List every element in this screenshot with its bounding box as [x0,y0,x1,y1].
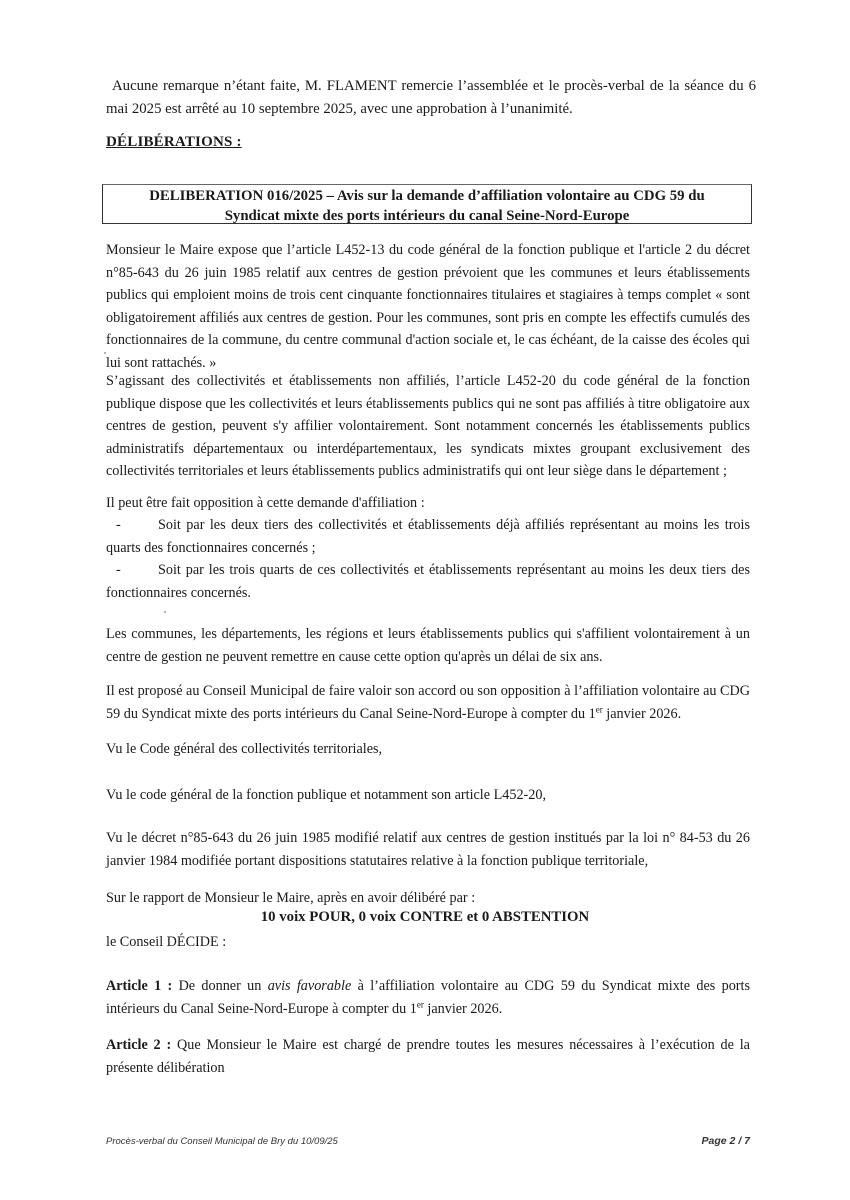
scan-speck [164,611,166,613]
bullet-item-1 [106,514,750,559]
paragraph-2: S’agissant des collectivités et établissements non affiliés, l’article L452-20 du code général de la fonction publique dispose que les collectivités et leurs établissements publics qui ne sont pas affiliés à titre obligatoire aux centres de gestion, peuvent s'y affilier volontairement. Sont notamment concernés les établissements publics administratifs départementaux ou interdépartementaux, les syndicats mixtes groupant exclusivement des collectivités territoriales et leurs établissements publics administratifs qui ont leur siège dans le département ; [106,373,750,479]
section-heading: DÉLIBÉRATIONS : [106,134,242,150]
deliberation-title-box [102,184,752,224]
deliberation-title-line-1: DELIBERATION 016/2025 – Avis sur la demande d’affiliation volontaire au CDG 59 du [149,188,705,204]
bullet-dash: - [116,517,121,533]
article-1 [106,975,750,1020]
article-1-text: De donner un [172,978,268,994]
footer-page-number: Page 2 / 7 [701,1135,750,1147]
vu-2: Vu le code général de la fonction publique et notamment son article L452-20, [106,787,546,803]
intro-text: Aucune remarque n’étant faite, M. FLAMENT remercie l’assemblée et le procès-verbal de la séance du 6 mai 2025 est arrêté au 10 septembre 2025, avec une approbation à l’unanimité. [106,78,756,117]
ordinal-superscript: er [416,998,424,1009]
scan-speck [104,352,106,354]
bullet-item-2 [106,559,750,604]
footer-document-title: Procès-verbal du Conseil Municipal de Bry du 10/09/25 [106,1136,338,1147]
ordinal-superscript: er [595,703,603,714]
article-1-label: Article 1 : [106,978,173,994]
article-2-label: Article 2 : [106,1037,172,1053]
vu-1: Vu le Code général des collectivités territoriales, [106,741,383,757]
article-1-emphasis: avis favorable [267,978,352,994]
vote-result: 10 voix POUR, 0 voix CONTRE et 0 ABSTENTION [260,909,590,925]
paragraph-5-text: Il est proposé au Conseil Municipal de faire valoir son accord ou son opposition à l’affiliation volontaire au CDG 59 du Syndicat mixte des ports intérieurs du Canal Seine-Nord-Europe à compter du 1 [106,683,750,722]
paragraph-4: Les communes, les départements, les régions et leurs établissements publics qui s'affilient volontairement à un centre de gestion ne peuvent remettre en cause cette option qu'après un délai de six ans. [106,626,750,665]
article-1-end: janvier 2026. [423,1000,503,1017]
bullet-text-2: Soit par les trois quarts de ces collectivités et établissements représentant au moins les deux tiers des fonctionnaires concernés. [106,562,750,601]
bullet-text-1: Soit par les deux tiers des collectivités et établissements déjà affiliés représentant au moins les trois quarts des fonctionnaires concernés ; [106,517,750,556]
paragraph-3: Il peut être fait opposition à cette demande d'affiliation : [106,495,425,511]
intro-paragraph [106,75,756,120]
article-1-continuation: à l’affiliation volontaire au CDG 59 du Syndicat mixte des ports intérieurs du Canal Seine-Nord-Europe à compter du 1 [106,978,750,1017]
paragraph-5-end: janvier 2026. [602,705,682,722]
paragraph-5 [106,680,750,725]
article-2-text: Que Monsieur le Maire est chargé de prendre toutes les mesures nécessaires à l’exécution de la présente délibération [106,1037,750,1076]
paragraph-1: Monsieur le Maire expose que l’article L452-13 du code général de la fonction publique et l'article 2 du décret n°85-643 du 26 juin 1985 relatif aux centres de gestion prévoient que les communes et leurs établissements publics qui emploient moins de trois cent cinquante fonctionnaires titulaires et stagiaires à temps complet « sont obligatoirement affiliés aux centres de gestion. Pour les communes, sont pris en compte les effectifs cumulés des fonctionnaires de la commune, du centre communal d'action sociale et, le cas échéant, de la caisse des écoles qui lui sont rattachés. » [106,242,750,371]
decide-line: le Conseil DÉCIDE : [106,934,227,950]
bullet-dash: - [116,562,121,578]
article-2 [106,1034,750,1079]
rapport-line: Sur le rapport de Monsieur le Maire, après en avoir délibéré par : [106,890,476,906]
deliberation-title-line-2: Syndicat mixte des ports intérieurs du canal Seine-Nord-Europe [224,208,630,224]
vu-3: Vu le décret n°85-643 du 26 juin 1985 modifié relatif aux centres de gestion institués par la loi n° 84-53 du 26 janvier 1984 modifiée portant dispositions statutaires relative à la fonction publique territoriale, [106,830,750,869]
